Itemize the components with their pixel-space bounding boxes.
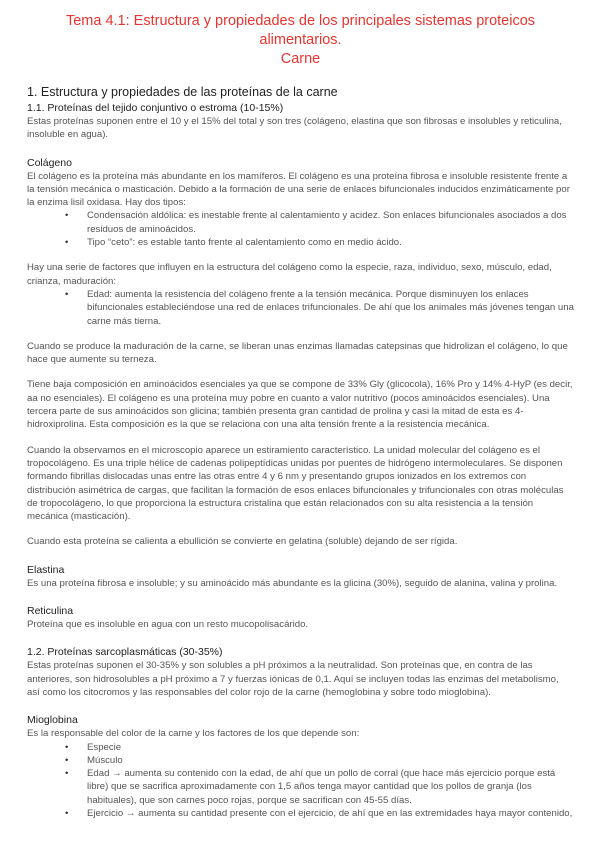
list-item: • Especie — [65, 741, 574, 754]
mioglobina-heading: Mioglobina — [27, 714, 78, 727]
colageno-paragraph-3: Cuando se produce la maduración de la carne, se liberan unas enzimas llamadas catepsinas que hidrolizan el colágeno, lo que hace que aumente su terneza. — [27, 340, 568, 366]
list-item: • Tipo “ceto”: es estable tanto frente al calentamiento como en medio ácido. — [65, 236, 574, 249]
colageno-paragraph-2: Hay una serie de factores que influyen en la estructura del colágeno como la especie, raza, individuo, sexo, músculo, edad, crianza, maduración: — [27, 262, 552, 287]
colageno-paragraph-4: Tiene baja composición en aminoácidos esenciales ya que se compone de 33% Gly (glicocola), 16% Pro y 14% 4-HyP (es decir, aa no esenciales). El colágeno es una proteína muy pobre en cuanto a valor nutritivo (pocos aminoácidos esenciales). Una tercera parte de sus aminoácidos son glicina; también presenta gran cantidad de prolina y casi la mitad de esta es 4-hidroxiprolina. Esta composición es la que se relaciona con una alta tensión frente a la resistencia mecánica. — [27, 379, 573, 431]
title-line-1: Tema 4.1: Estructura y propiedades de los principales sistemas proteicos alimentarios. — [65, 13, 536, 48]
colageno-paragraph-1: El colágeno es la proteína más abundante en los mamíferos. El colágeno es una proteína fibrosa e insoluble resistente frente a la tensión mecánica o masticación. Debido a la formación de una serie de enlaces bifuncionales inducidos enzimáticamente por la enzima lisil oxidasa. Hay dos tipos: — [27, 170, 570, 209]
colageno-paragraph-5: Cuando la observamos en el microscopio aparece un estiramiento característico. La unidad molecular del colágeno es el tropocolágeno. Es una triple hélice de cadenas polipeptídicas unidas por puentes de hidrógeno intermoleculares. Se disponen formando fibrillas dislocadas unas entre las otras entre 4 y 6 nm y presentando grupos ionizados en los extremos con distribución asimétrica de cargas, que facilitan la formación de esos enlaces bifuncionales y trifuncionales con otras moléculas de tropocolágeno, lo que proporciona la estructura cristalina que están relacionados con su alta resistencia a la tensión mecánica (masticación). — [27, 444, 564, 523]
reticulina-paragraph: Proteína que es insoluble en agua con un resto mucopolisacárido. — [27, 619, 309, 631]
title-line-2: Carne — [280, 51, 321, 67]
colageno-paragraph-6: Cuando esta proteína se calienta a ebullición se convierte en gelatina (soluble) dejando de ser rígida. — [27, 536, 458, 548]
colageno-types-list — [27, 209, 574, 249]
reticulina-heading: Reticulina — [27, 605, 74, 618]
mioglobina-factors-list — [27, 741, 574, 821]
list-item: • Edad: aumenta la resistencia del colágeno frente a la tensión mecánica. Porque disminuyen los enlaces bifuncionales estableciéndose una red de enlaces trifuncionales. De ahí que los animales más jóvenes tengan una carne más tierna. — [65, 288, 574, 328]
colageno-heading: Colágeno — [27, 156, 72, 169]
section-heading: 1. Estructura y propiedades de las proteínas de la carne — [27, 85, 338, 99]
elastina-heading: Elastina — [27, 563, 65, 576]
page-title — [27, 12, 574, 69]
list-item: • Condensación aldólica: es inestable frente al calentamiento y acidez. Son enlaces bifuncionales asociados a dos residuos de aminoácidos. — [65, 209, 574, 236]
mioglobina-paragraph: Es la responsable del color de la carne y los factores de los que depende son: — [27, 728, 360, 740]
document-page — [0, 12, 601, 860]
list-item: • Ejercicio → aumenta su cantidad presente con el ejercicio, de ahí que en las extremidades haya mayor contenido, — [65, 807, 574, 820]
colageno-factors-list — [27, 288, 574, 328]
subsection-heading-1-1: 1.1. Proteínas del tejido conjuntivo o estroma (10-15%) — [27, 102, 284, 114]
elastina-paragraph: Es una proteína fibrosa e insoluble; y su aminoácido más abundante es la glicina (30%), seguido de alanina, valina y prolina. — [27, 577, 558, 589]
subsection-heading-1-2: 1.2. Proteínas sarcoplasmáticas (30-35%) — [27, 646, 223, 659]
paragraph-intro: Estas proteínas suponen entre el 10 y el 15% del total y son tres (colágeno, elastina que son fibrosas e insolubles y reticulina, insoluble en agua). — [27, 116, 562, 141]
sarcoplasmaticas-paragraph: Estas proteínas suponen el 30-35% y son solubles a pH próximos a la neutralidad. Son proteínas que, en contra de las anteriores, son hidrosolubles a pH próximo a 7 y fuerzas iónicas de 0,1. Aquí se incluyen todas las enzimas del metabolismo, así como los citocromos y las responsables del color rojo de la carne (hemoglobina y sobre todo mioglobina). — [27, 660, 559, 698]
list-item: • Músculo — [65, 754, 574, 767]
list-item: • Edad → aumenta su contenido con la edad, de ahí que un pollo de corral (que hace más ejercicio porque está libre) que se sacrifica aproximadamente con 1,5 años tenga mayor cantidad que los pollos de granja (los habituales), que son carnes poco rojas, porque se sacrifican con 45-55 días. — [65, 767, 574, 807]
